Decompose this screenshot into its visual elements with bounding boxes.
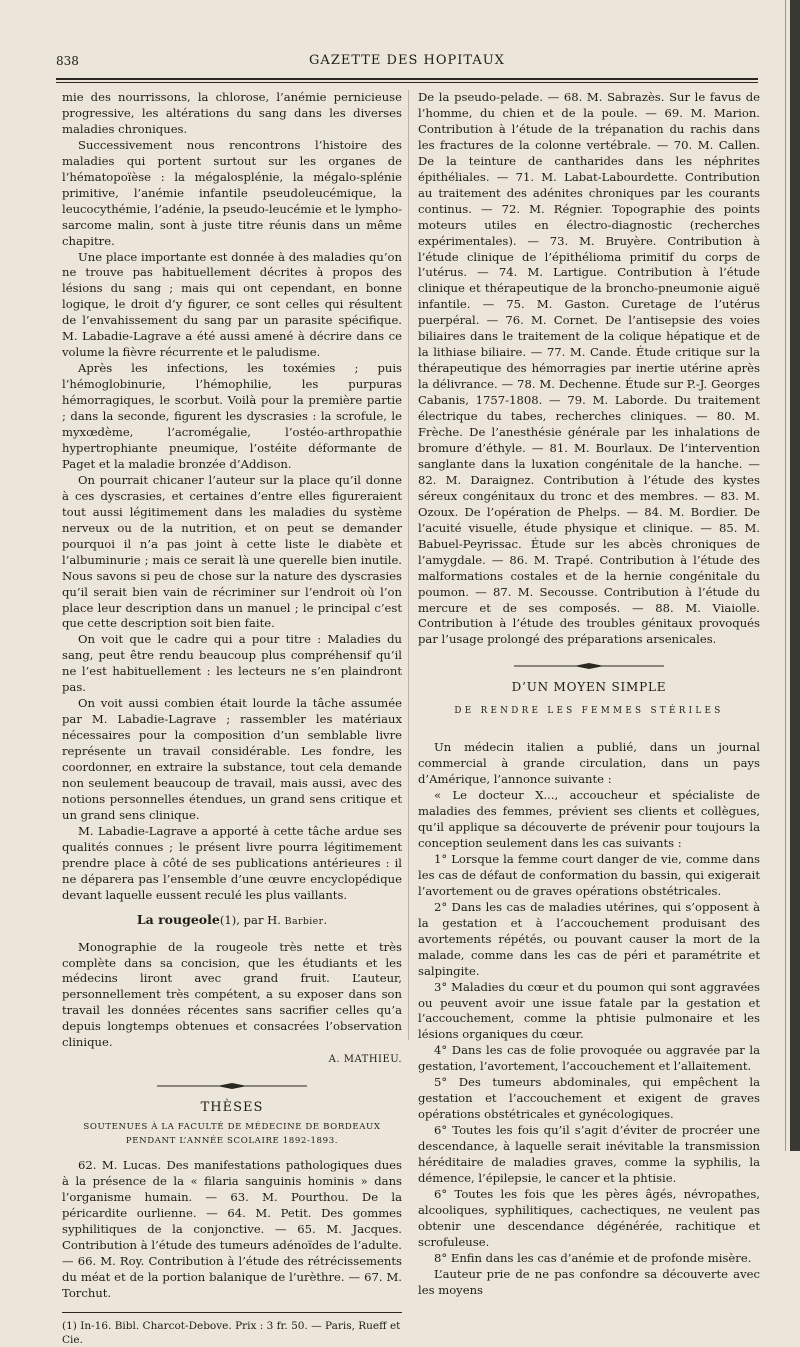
article-subtitle: DE RENDRE LES FEMMES STÉRILES [454, 706, 724, 717]
footnote: (1) In-16. Bibl. Charcot-Debove. Prix : 3 fr. 50. — Paris, Rueff et Cie. [62, 1319, 401, 1346]
ornament-divider [514, 662, 664, 670]
article-title: D’UN MOYEN SIMPLE [511, 680, 667, 695]
left-column [62, 90, 402, 1347]
book-review-text: Monographie de la rougeole très nette et très complète dans sa concision, que les étudiants et les médecins liront avec grand fruit. L’auteur, personnellement très compétent, a su exposer dans son travail les données récentes sans sacrifier celles qu’a depuis longtemps obtenues et consacrées l’observation clinique. [62, 939, 402, 1050]
paragraph: M. Labadie-Lagrave a apporté à cette tâche ardue ses qualités connues ; le présent livre pourra légitimement prendre place à côté de ses publications antérieures : il ne déparera pas l’ensemble d’une œuvre encyclopédique devant laquelle eussent reculé les plus vaillants. [62, 823, 402, 902]
paragraph: Après les infections, les toxémies ; puis l’hémoglobinurie, l’hémophilie, les purpuras hémorragiques, le scorbut. Voilà pour la première partie ; dans la seconde, figurent les dyscrasies : la scrofule, le myxœdème, l’acromégalie, l’ostéo-arthropathie hypertrophiante pneumique, l’ostéite déformante de Paget et la maladie bronzée d’Addison. [62, 361, 402, 471]
journal-title: GAZETTE DES HOPITAUX [309, 53, 505, 68]
paragraph: 8° Enfin dans les cas d’anémie et de profonde misère. [434, 1250, 752, 1265]
paragraph: 3° Maladies du cœur et du poumon qui sont aggravées ou peuvent avoir une issue fatale par la gestation et l’accouchement, comme la phtisie pulmonaire et les lésions organiques du cœur. [418, 979, 760, 1042]
review-signature: A. MATHIEU. [328, 1054, 402, 1066]
right-column [418, 90, 760, 1299]
page-edge-shadow [790, 0, 800, 1151]
paragraph: On voit que le cadre qui a pour titre : Maladies du sang, peut être rendu beaucoup plus compréhensif qu’il ne l’est habituellement : les lecteurs ne s’en plaindront pas. [62, 632, 402, 695]
header-rule-thick [56, 78, 758, 80]
book-note: (1), par H. [219, 912, 285, 927]
theses-list-continued: De la pseudo-pelade. — 68. M. Sabrazès. Sur le favus de l’homme, du chien et de la poule. — 69. M. Marion. Contribution à l’étude de la trépanation du rachis dans les fractures de la colonne vertébrale. — 70. M. Callen. De la teinture de cantharides dans les néphrites épithéliales. — 71. M. Labat-Labourdette. Contribution au traitement des adénites chroniques par les courants continus. — 72. M. Régnier. Topographie des points moteurs utiles en électro-diagnostic (recherches expérimentales). — 73. M. Bruyère. Contribution à l’étude clinique de l’épithélioma primitif du corps de l’utérus. — 74. M. Lartigue. Contribution à l’étude clinique et thérapeutique de la broncho-pneumonie aiguë infantile. — 75. M. Gaston. Curetage de l’utérus puerpéral. — 76. M. Cornet. De l’antisepsie des voies biliaires dans le traitement de la colique hépatique et de la lithiase biliaire. — 77. M. Cande. Étude critique sur la thérapeutique des hémorragies par inertie utérine après la délivrance. — 78. M. Dechenne. Étude sur P.-J. Georges Cabanis, 1757-1808. — 79. M. Laborde. Du traitement électrique du tabes, recherches cliniques. — 80. M. Frèche. De l’anesthésie générale par les inhalations de bromure d’éthyle. — 81. M. Bourlaux. De l’intervention sanglante dans la luxation congénitale de la hanche. — 82. M. Daraignez. Contribution à l’étude des kystes séreux congénitaux du tronc et des membres. — 83. M. Ozoux. De l’opération de Phelps. — 84. M. Bordier. De l’acuité visuelle, étude physique et clinique. — 85. M. Babuel-Peyrissac. Étude sur les abcès chroniques de l’amygdale. — 86. M. Trapé. Contribution à l’étude des malformations costales et de la hernie congénitale du poumon. — 87. M. Secousse. Contribution à l’étude du mercure et de ses composés. — 88. M. Viaiolle. Contribution à l’étude des troubles génitaux provoqués par l’usage prolongé des préparations arsenicales. [418, 90, 760, 647]
paragraph: 1° Lorsque la femme court danger de vie, comme dans les cas de défaut de conformation du bassin, qui exigerait l’avortement ou de graves opérations obstétricales. [418, 851, 760, 898]
footnote-rule [62, 1312, 402, 1313]
paragraph: 5° Des tumeurs abdominales, qui empêchent la gestation et l’accouchement et exigent de graves opérations obstétricales et gynécologiques. [418, 1075, 760, 1122]
paragraph: On voit aussi combien était lourde la tâche assumée par M. Labadie-Lagrave ; rassembler les matériaux nécessaires pour la composition d’un semblable livre représente un travail considérable. Les fondre, les coordonner, en extraire la substance, tout cela demande non seulement beaucoup de travail, mais aussi, avec des notions personnelles étendues, un grand sens critique et un grand sens clinique. [62, 696, 402, 822]
column-separator [408, 90, 409, 1040]
paragraph: 6° Toutes les fois qu’il s’agit d’éviter de procréer une descendance, à laquelle serait inévitable la transmission héréditaire de maladies graves, comme la syphilis, la démence, l’épilepsie, le cancer et la phtisie. [418, 1123, 760, 1185]
page-edge-line [785, 0, 786, 1151]
paragraph: Un médecin italien a publié, dans un journal commercial à grande circulation, dans un pays d’Amérique, l’annonce suivante : [418, 740, 760, 787]
ornament-divider [157, 1082, 307, 1090]
paragraph: On pourrait chicaner l’auteur sur la place qu’il donne à ces dyscrasies, et certaines d’entre elles figureraient tout aussi légitimement dans les maladies du système nerveux ou de la nutrition, et on peut se demander pourquoi il n’a pas joint à cette liste le diabète et l’albuminurie ; mais ce serait là une querelle bien inutile. Nous savons si peu de chose sur la nature des dyscrasies qu’il serait bien vain de récriminer sur l’endroit où l’on place leur description dans un manuel ; le principal c’est que cette description soit bien faite. [62, 472, 402, 631]
book-review-heading: La rougeole(1), par H. Barbier. [136, 911, 328, 927]
paragraph: 4° Dans les cas de folie provoquée ou aggravée par la gestation, l’avortement, l’accouchement et l’allaitement. [418, 1043, 760, 1074]
paragraph: 2° Dans les cas de maladies utérines, qui s’opposent à la gestation et à l’accouchement produisant des avortements répétés, ou pouvant causer la mort de la malade, comme dans les cas de péri et paramétrite et salpingite. [418, 899, 760, 978]
paragraph: L’auteur prie de ne pas confondre sa découverte avec les moyens [418, 1266, 760, 1297]
theses-heading: THÈSES [200, 1100, 264, 1116]
paragraph: Successivement nous rencontrons l’histoire des maladies qui portent surtout sur les organes de l’hématopoïèse : la mégalosplénie, la mégalo-splénie primitive, l’anémie infantile pseudoleucémique, la leucocythémie, l’adénie, la pseudo-leucémie et le lympho-sarcome malin, sont à juste titre réunis dans un même chapitre. [62, 137, 402, 248]
paragraph: mie des nourrissons, la chlorose, l’anémie pernicieuse progressive, les altérations du sang dans les diverses maladies chroniques. [62, 90, 402, 136]
page-number: 838 [56, 54, 79, 68]
paragraph: « Le docteur X..., accoucheur et spécialiste de maladies des femmes, prévient ses clients et collègues, qu’il applique sa découverte de prévenir pour toujours la conception seulement dans les cas suivants : [418, 788, 760, 850]
page-header [56, 50, 758, 74]
theses-subheading-line-1: SOUTENUES À LA FACULTÉ DE MÉDECINE DE BORDEAUX [83, 1122, 381, 1133]
book-title: La rougeole [136, 911, 220, 927]
book-author: Barbier [284, 915, 324, 927]
paragraph: 6° Toutes les fois que les pères âgés, névropathes, alcooliques, syphilitiques, cachectiques, ne veulent pas obtenir une descendance dégénérée, rachitique et scrofuleuse. [418, 1186, 760, 1249]
header-rule-thin [56, 82, 758, 83]
paragraph: Une place importante est donnée à des maladies qu’on ne trouve pas habituellement décrites à propos des lésions du sang ; mais qui ont cependant, en bonne logique, le droit d’y figurer, ce sont celles qui résultent de l’envahissement du sang par un parasite spécifique. M. Labadie-Lagrave a été aussi amené à décrire dans ce volume la fièvre récurrente et le paludisme. [62, 249, 402, 360]
theses-list: 62. M. Lucas. Des manifestations pathologiques dues à la présence de la « filaria sanguinis hominis » dans l’organisme humain. — 63. M. Pourthou. De la péricardite ourlienne. — 64. M. Petit. Des gommes syphilitiques de la conjonctive. — 65. M. Jacques. Contribution à l’étude des tumeurs adénoïdes de l’adulte. — 66. M. Roy. Contribution à l’étude des rétrécissements du méat et de la portion balanique de l’urèthre. — 67. M. Torchut. [62, 1158, 402, 1300]
theses-subheading-line-2: PENDANT L’ANNÉE SCOLAIRE 1892-1893. [125, 1136, 339, 1147]
theses-subheading [62, 1120, 402, 1148]
